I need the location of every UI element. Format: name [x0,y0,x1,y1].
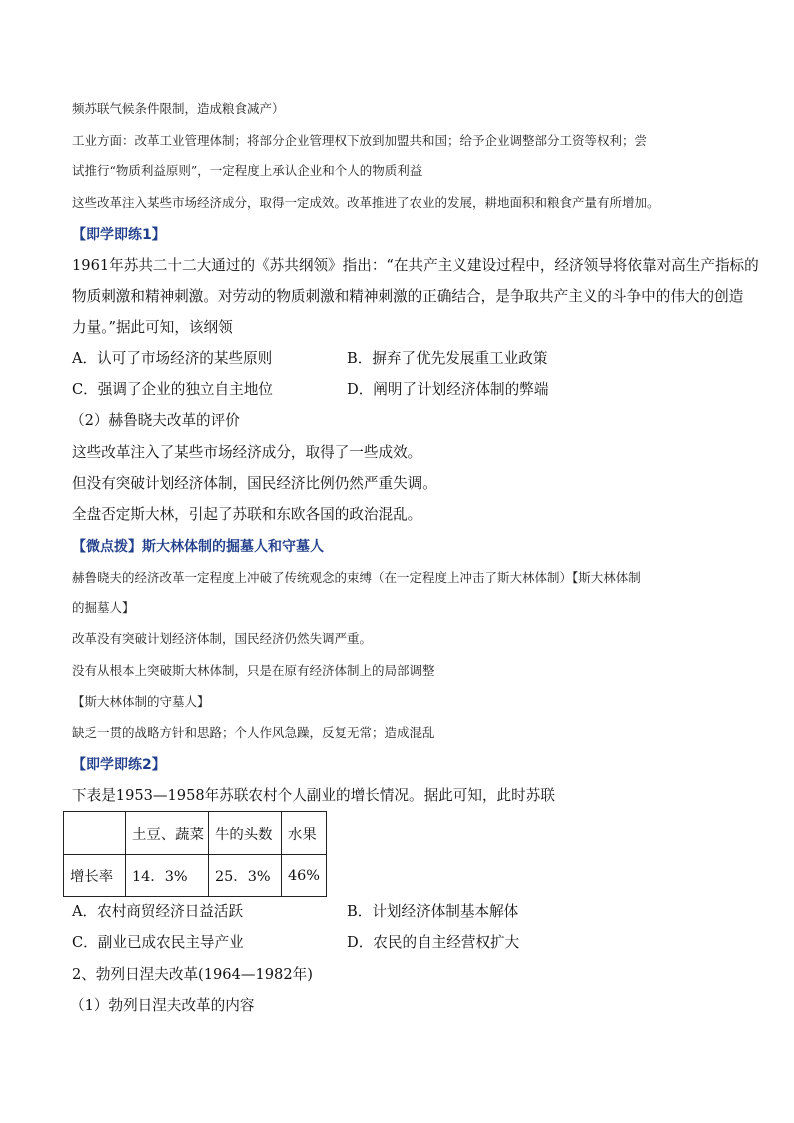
tip-line: 【斯大林体制的守墓人】 [72,694,210,709]
table-row [64,855,327,897]
option-a: A．认可了市场经济的某些原则 [72,350,273,367]
table-cell [64,812,126,855]
tip-heading: 【微点拨】斯大林体制的掘墓人和守墓人 [72,539,324,555]
option-d: D．农民的自主经营权扩大 [347,934,520,951]
text-line: 试推行“物质利益原则”，一定程度上承认企业和个人的物质利益 [72,163,423,178]
section-subtitle: （1）勃列日涅夫改革的内容 [70,997,255,1014]
table-cell: 牛的头数 [209,812,282,855]
tip-line: 没有从根本上突破斯大林体制，只是在原有经济体制上的局部调整 [72,663,435,678]
table-cell: 14．3% [126,855,209,897]
evaluation-item: 但没有突破计划经济体制，国民经济比例仍然严重失调。 [72,475,437,492]
practice-1-heading: 【即学即练1】 [72,227,166,243]
text-line: 这些改革注入某些市场经济成分，取得一定成效。改革推进了农业的发展，耕地面积和粮食产量有所增加。 [72,195,660,210]
section-subtitle: （2）赫鲁晓夫改革的评价 [70,412,240,429]
evaluation-item: 全盘否定斯大林，引起了苏联和东欧各国的政治混乱。 [72,506,423,523]
tip-line: 的掘墓人】 [72,600,135,615]
option-c: C．强调了企业的独立自主地位 [72,381,273,398]
table-cell: 46% [282,855,327,897]
tip-line: 改革没有突破计划经济体制，国民经济仍然失调严重。 [72,631,373,646]
table-cell: 25．3% [209,855,282,897]
option-d: D．阐明了计划经济体制的弊端 [347,381,549,398]
table-cell: 水果 [282,812,327,855]
table-header-row [64,812,327,855]
option-a: A．农村商贸经济日益活跃 [72,903,244,920]
evaluation-item: 这些改革注入了某些市场经济成分，取得了一些成效。 [72,444,423,461]
question-stem: 物质刺激和精神刺激。对劳动的物质刺激和精神刺激的正确结合，是争取共产主义的斗争中的伟大的创造 [72,288,744,305]
text-line: 频苏联气候条件限制，造成粮食减产） [72,101,285,116]
practice-2-heading: 【即学即练2】 [72,757,166,773]
option-b: B．摒弃了优先发展重工业政策 [347,350,548,367]
option-b: B．计划经济体制基本解体 [347,903,519,920]
option-c: C．副业已成农民主导产业 [72,934,244,951]
table-cell: 土豆、蔬菜 [126,812,209,855]
section-title: 2、勃列日涅夫改革(1964—1982年) [72,966,313,983]
tip-line: 赫鲁晓夫的经济改革一定程度上冲破了传统观念的束缚（在一定程度上冲击了斯大林体制）【斯大林体制 [72,570,641,585]
question-stem: 1961年苏共二十二大通过的《苏共纲领》指出：“在共产主义建设过程中，经济领导将依靠对高生产指标的 [72,257,759,274]
question-stem: 下表是1953—1958年苏联农村个人副业的增长情况。据此可知，此时苏联 [72,787,555,804]
text-line: 工业方面：改革工业管理体制；将部分企业管理权下放到加盟共和国；给予企业调整部分工资等权利；尝 [72,133,648,148]
growth-table [63,811,327,897]
question-stem: 力量。”据此可知，该纲领 [72,319,233,336]
tip-line: 缺乏一贯的战略方针和思路；个人作风急躁，反复无常；造成混乱 [72,725,435,740]
table-cell: 增长率 [64,855,126,897]
